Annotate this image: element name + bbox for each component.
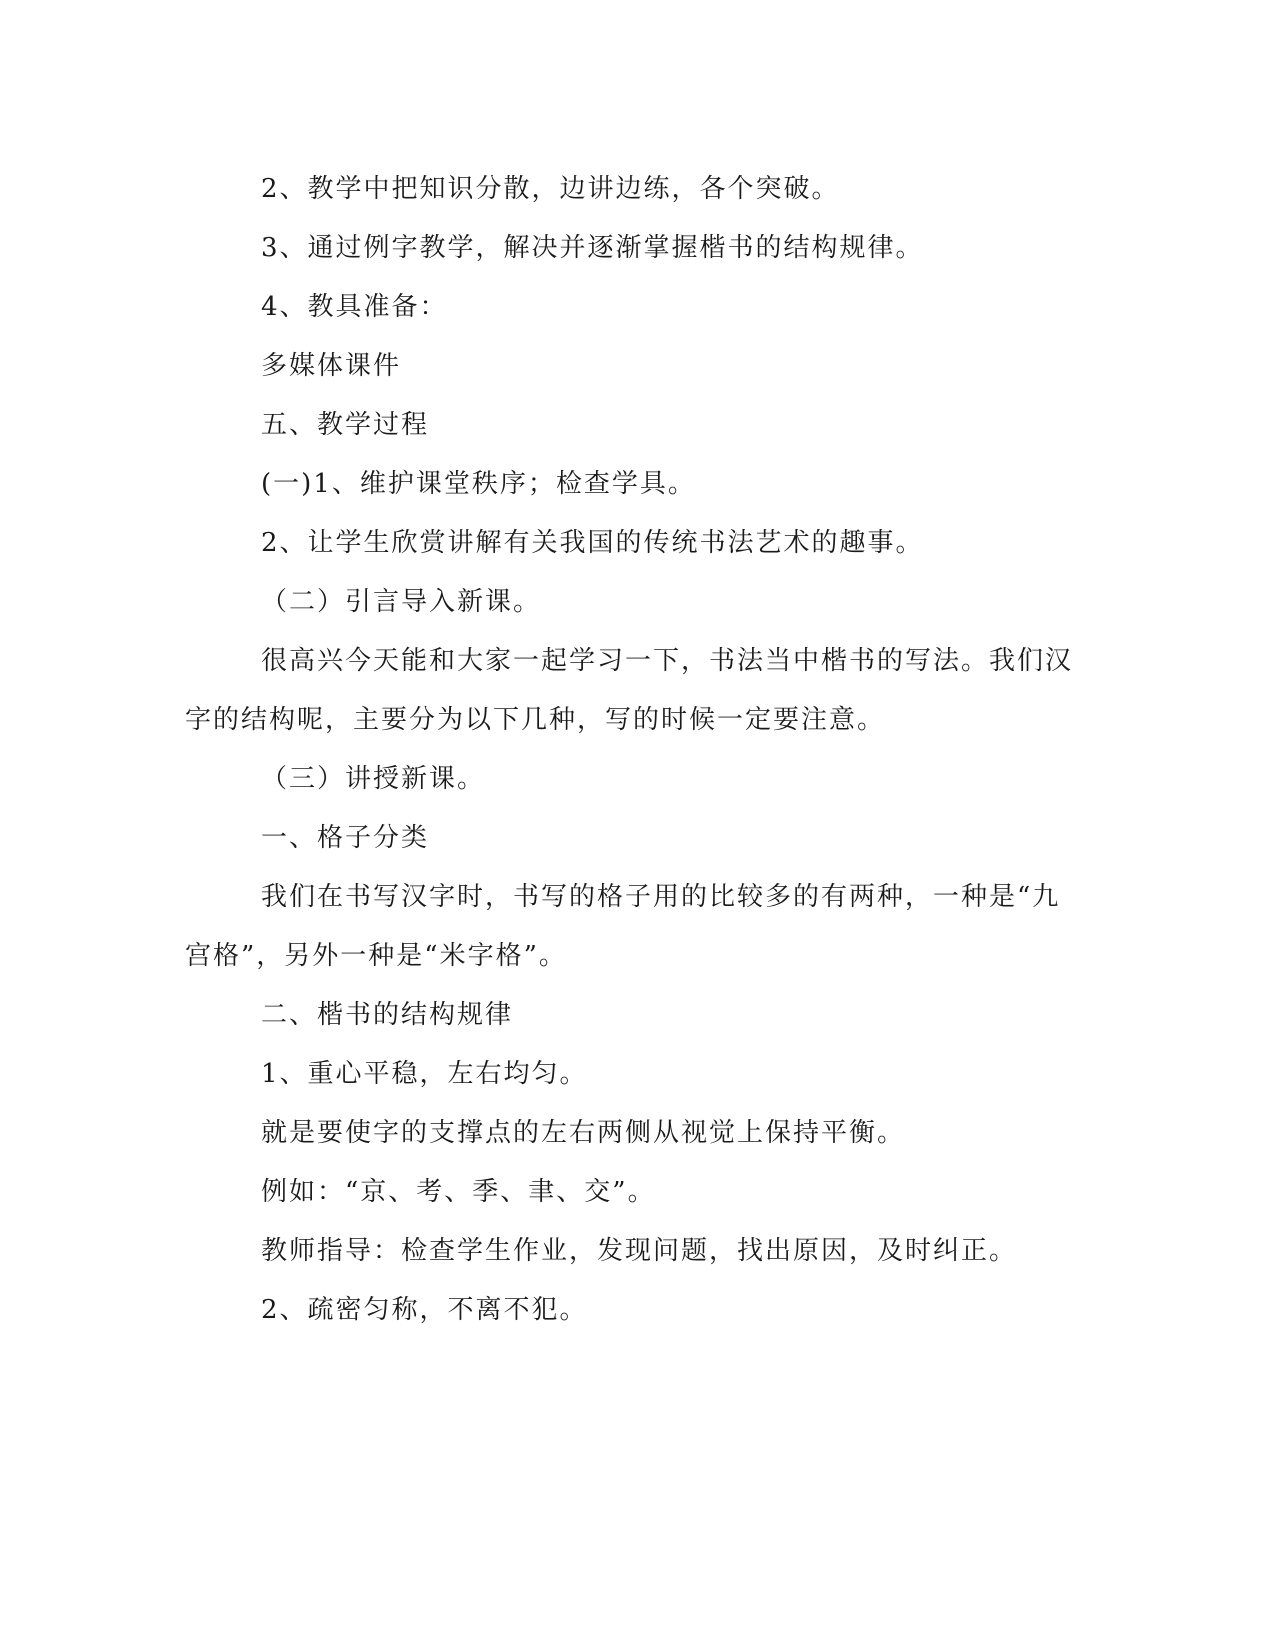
document-body	[185, 160, 1085, 1340]
paragraph: 多媒体课件	[261, 351, 402, 381]
paragraph: 很高兴今天能和大家一起学习一下，书法当中楷书的写法。我们汉字的结构呢，主要分为以下几种，写的时候一定要注意。	[185, 646, 1074, 735]
paragraph: (一)1、维护课堂秩序；检查学具。	[261, 469, 696, 499]
paragraph: 2、让学生欣赏讲解有关我国的传统书法艺术的趣事。	[261, 528, 924, 558]
section-heading: 五、教学过程	[261, 410, 430, 440]
section-heading: 二、楷书的结构规律	[261, 1000, 514, 1030]
paragraph: 1、重心平稳，左右均匀。	[261, 1059, 588, 1089]
section-heading: 一、格子分类	[261, 823, 430, 853]
paragraph: 我们在书写汉字时，书写的格子用的比较多的有两种，一种是“九宫格”，另外一种是“米字格”。	[185, 882, 1061, 971]
paragraph: 教师指导：检查学生作业，发现问题，找出原因，及时纠正。	[261, 1236, 1018, 1266]
paragraph: 例如：“京、考、季、聿、交”。	[261, 1177, 656, 1207]
paragraph: 4、教具准备：	[261, 292, 448, 322]
subsection-heading: （二）引言导入新课。	[261, 587, 542, 617]
subsection-heading: （三）讲授新课。	[261, 764, 486, 794]
paragraph: 2、疏密匀称，不离不犯。	[261, 1295, 588, 1325]
paragraph: 3、通过例字教学，解决并逐渐掌握楷书的结构规律。	[261, 233, 924, 263]
paragraph: 就是要使字的支撑点的左右两侧从视觉上保持平衡。	[261, 1118, 906, 1148]
paragraph: 2、教学中把知识分散，边讲边练，各个突破。	[261, 174, 840, 204]
